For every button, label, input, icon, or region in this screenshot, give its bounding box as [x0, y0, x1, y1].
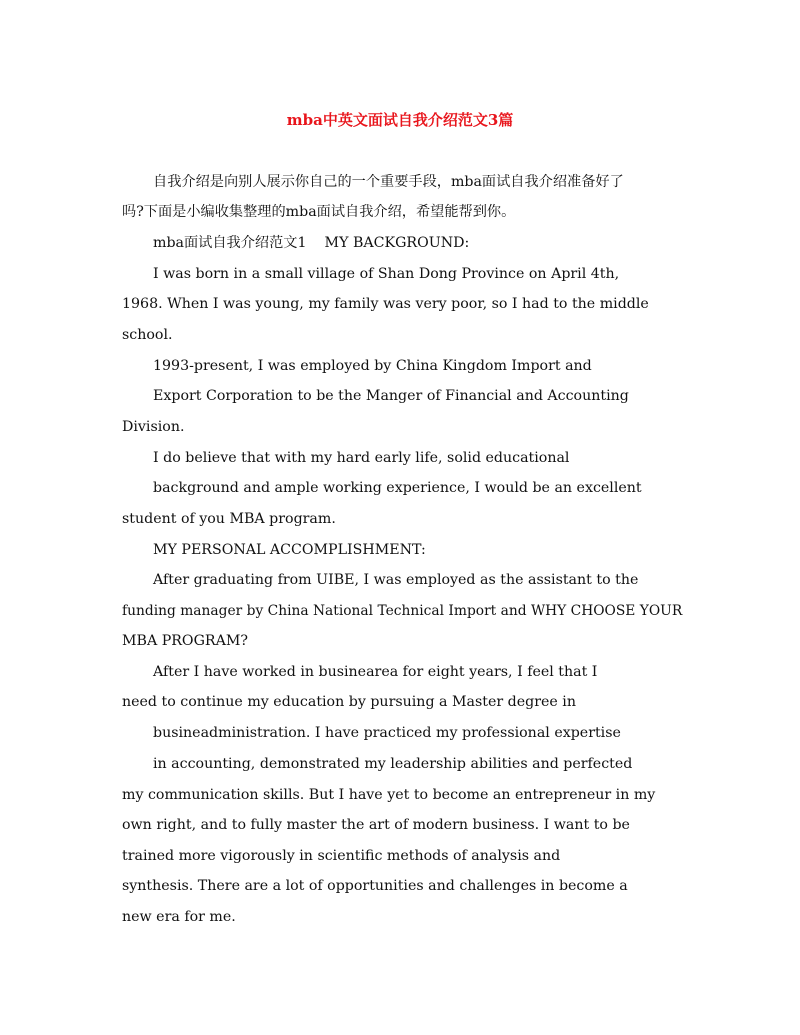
paragraph-line: 1993-present, I was employed by China Kingdom Import and: [153, 358, 592, 374]
paragraph-line: Export Corporation to be the Manger of Financial and Accounting: [153, 388, 629, 404]
paragraph-line: MBA PROGRAM?: [122, 633, 248, 649]
paragraph-line: funding manager by China National Technical Import and WHY CHOOSE YOUR: [122, 603, 683, 619]
paragraph-line: After graduating from UIBE, I was employed as the assistant to the: [153, 572, 639, 588]
paragraph-line: in accounting, demonstrated my leadership abilities and perfected: [153, 756, 633, 772]
paragraph-line: 1968. When I was young, my family was very poor, so I had to the middle: [122, 296, 649, 312]
paragraph-line: mba面试自我介绍范文1 MY BACKGROUND:: [153, 235, 470, 251]
paragraph-line: busineadministration. I have practiced my professional expertise: [153, 725, 621, 741]
paragraph-line: student of you MBA program.: [122, 511, 336, 527]
paragraph-line: 自我介绍是向别人展示你自己的一个重要手段，mba面试自我介绍准备好了: [153, 174, 624, 190]
paragraph-line: trained more vigorously in scientific methods of analysis and: [122, 848, 561, 864]
paragraph-line: new era for me.: [122, 909, 236, 925]
paragraph-line: After I have worked in businearea for eight years, I feel that I: [153, 664, 598, 680]
paragraph-line: own right, and to fully master the art of modern business. I want to be: [122, 817, 630, 833]
paragraph-line: I was born in a small village of Shan Dong Province on April 4th,: [153, 266, 620, 282]
paragraph-line: I do believe that with my hard early life, solid educational: [153, 450, 570, 466]
paragraph-line: need to continue my education by pursuing a Master degree in: [122, 694, 576, 710]
paragraph-line: MY PERSONAL ACCOMPLISHMENT:: [153, 542, 426, 558]
paragraph-line: background and ample working experience, I would be an excellent: [153, 480, 642, 496]
paragraph-line: Division.: [122, 419, 185, 435]
paragraph-line: synthesis. There are a lot of opportunities and challenges in become a: [122, 878, 628, 894]
paragraph-line: my communication skills. But I have yet to become an entrepreneur in my: [122, 787, 656, 803]
document-title: mba中英文面试自我介绍范文3篇: [286, 111, 514, 129]
paragraph-line: 吗?下面是小编收集整理的mba面试自我介绍，希望能帮到你。: [122, 204, 516, 220]
paragraph-line: school.: [122, 327, 173, 343]
